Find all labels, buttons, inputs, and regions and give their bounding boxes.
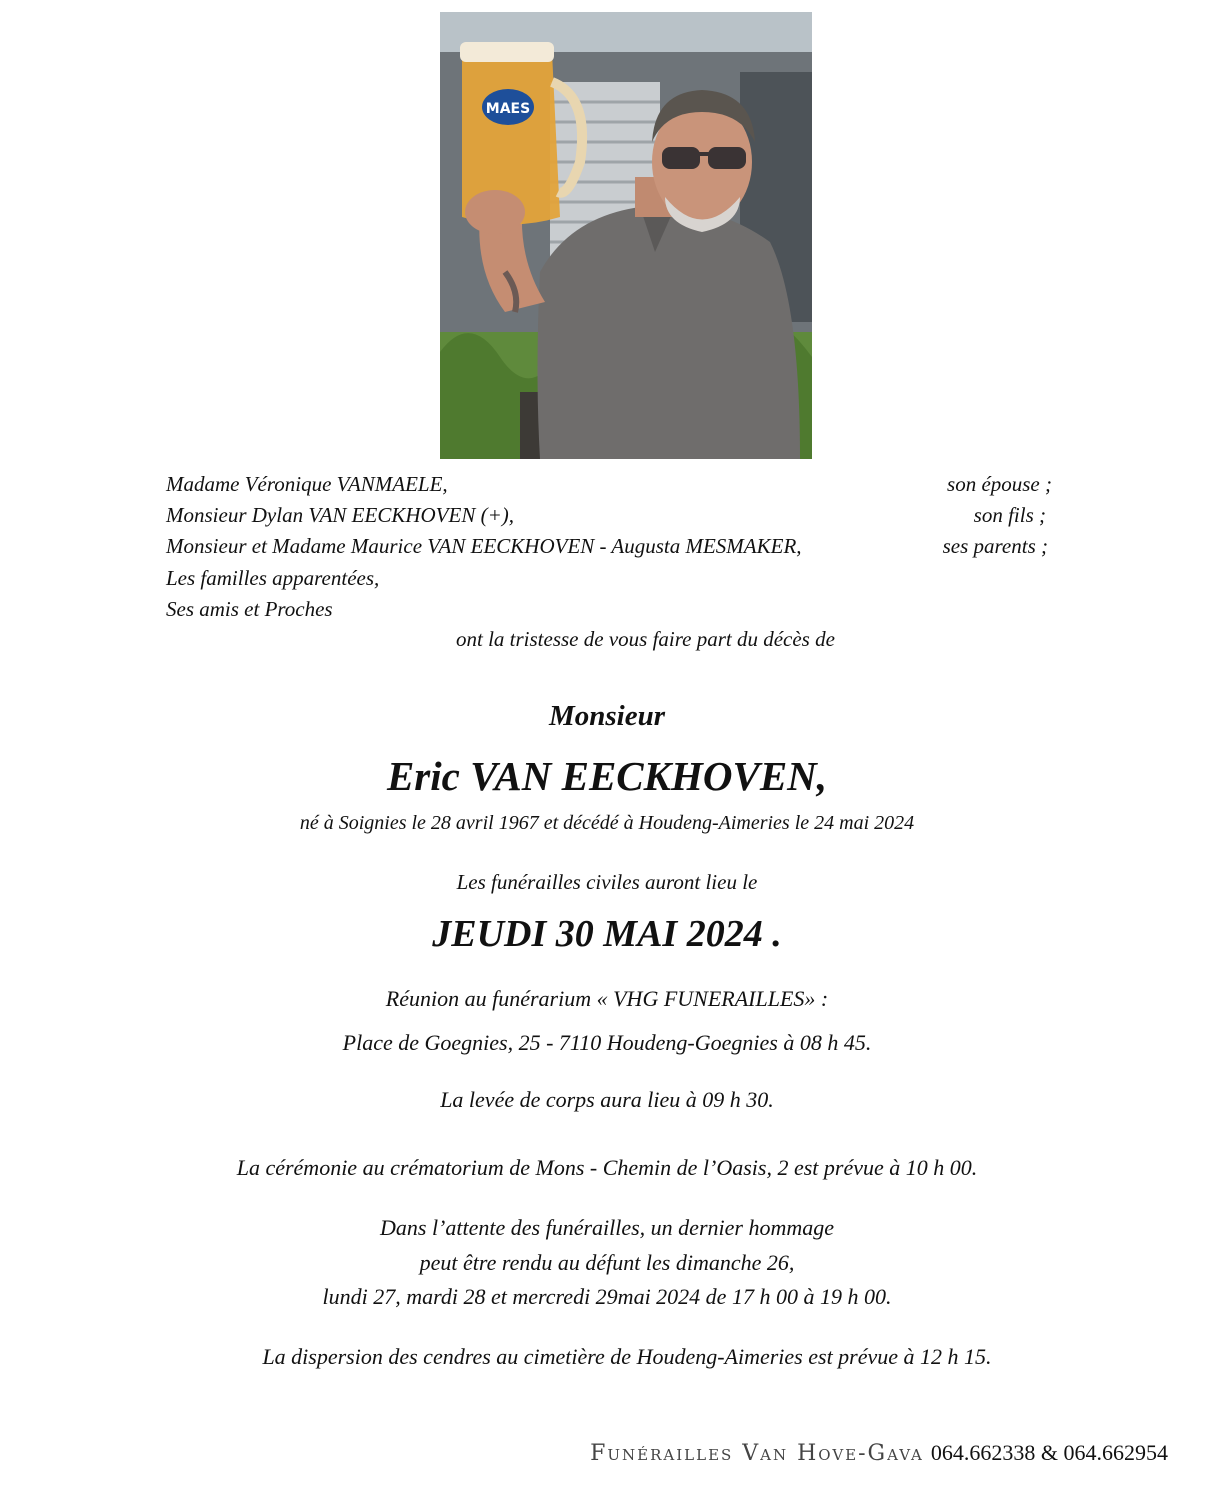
deceased-title: Monsieur — [548, 700, 666, 732]
family-name: Ses amis et Proches — [166, 597, 333, 621]
mug-logo-text: MAES — [485, 101, 531, 117]
funeral-levee: La levée de corps aura lieu à 09 h 30. — [440, 1087, 774, 1112]
family-relation: son épouse ; — [947, 472, 1052, 496]
family-name: Madame Véronique VANMAELE, — [166, 472, 448, 496]
funeral-ceremony: La cérémonie au crématorium de Mons - Chemin de l’Oasis, 2 est prévue à 10 h 00. — [236, 1155, 978, 1180]
deceased-photo — [440, 12, 812, 459]
deceased-name: Eric VAN EECKHOVEN, — [386, 753, 828, 799]
funeral-hommage-line-2: peut être rendu au défunt les dimanche 26, — [419, 1250, 795, 1275]
family-row-spouse — [166, 470, 1052, 498]
family-row-relatives — [166, 564, 1052, 592]
family-name: Les familles apparentées, — [166, 566, 380, 590]
family-row-parents — [166, 532, 1048, 560]
funeral-hommage-line-3: lundi 27, mardi 28 et mercredi 29mai 2024 de 17 h 00 à 19 h 00. — [322, 1284, 892, 1309]
funeral-dispersion: La dispersion des cendres au cimetière de Houdeng-Aimeries est prévue à 12 h 15. — [262, 1344, 992, 1369]
funeral-hommage-line-1: Dans l’attente des funérailles, un dernier hommage — [380, 1215, 834, 1240]
family-name: Monsieur et Madame Maurice VAN EECKHOVEN - Augusta MESMAKER, — [166, 534, 802, 558]
announcement-text: ont la tristesse de vous faire part du décès de — [456, 627, 835, 651]
family-name: Monsieur Dylan VAN EECKHOVEN (+), — [166, 503, 514, 527]
funeral-company-name: Funérailles Van Hove-Gava — [590, 1441, 924, 1466]
funeral-address: Place de Goegnies, 25 - 7110 Houdeng-Goegnies à 08 h 45. — [342, 1030, 872, 1055]
funeral-meeting: Réunion au funérarium « VHG FUNERAILLES» : — [385, 986, 829, 1011]
deceased-dates: né à Soignies le 28 avril 1967 et décédé à Houdeng-Aimeries le 24 mai 2024 — [299, 812, 915, 834]
family-row-son — [166, 501, 1046, 529]
funeral-date: JEUDI 30 MAI 2024 . — [432, 913, 782, 955]
family-relation: ses parents ; — [942, 534, 1048, 558]
footer — [590, 1440, 1168, 1466]
funeral-intro: Les funérailles civiles auront lieu le — [456, 870, 758, 894]
family-relation: son fils ; — [973, 503, 1046, 527]
funeral-company-phones: 064.662338 & 064.662954 — [930, 1440, 1168, 1465]
family-row-friends — [166, 595, 1052, 623]
